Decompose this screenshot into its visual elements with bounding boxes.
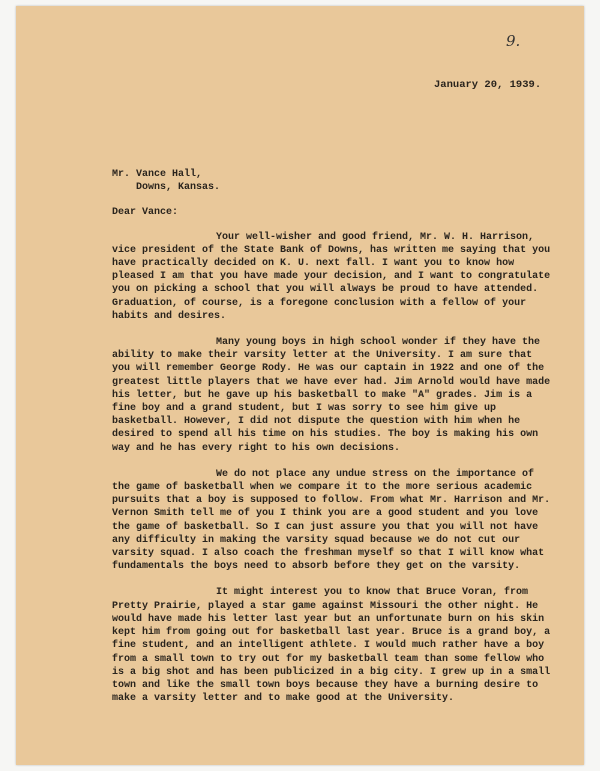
letter-body (112, 231, 552, 706)
handwritten-page-number: 9. (506, 32, 521, 50)
paragraph: Many young boys in high school wonder if they have the ability to make their varsity letter at the University. I am sure that you will remember George Rody. He was our captain in 1922 and one of the greatest little players that we have ever had. Jim Arnold would have made his letter, but he gave up his basketball to make "A" grades. Jim is a fine boy and a grand student, but I was sorry to see him give up basketball. However, I did not dispute the question with him when he desired to spend all his time on his studies. The boy is making his own way and he has every right to his own decisions. (112, 337, 551, 454)
paragraph: We do not place any undue stress on the importance of the game of basketball when we compare it to the more serious academic pursuits that a boy is supposed to follow. From what Mr. Harrison and Mr. Vernon Smith tell me of you I think you are a good student and you love the game of basketball. So I can just assure you that you will not have any difficulty in making the varsity squad because we do not cut our varsity squad. I also coach the freshman myself so that I will know what fundamentals the boys need to absorb before they get on the varsity. (112, 468, 551, 573)
letter-content (112, 168, 552, 718)
letter-page (16, 6, 584, 765)
paragraph: It might interest you to know that Bruce Voran, from Pretty Prairie, played a star game against Missouri the other night. He would have made his letter last year but an unfortunate burn on his skin kept him from going out for basketball last year. Bruce is a grand boy, a fine student, and an intelligent athlete. I would much rather have a boy from a small town to try out for my basketball team than some fellow who is a big shot and has been publicized in a big city. I grew up in a small town and like the small town boys because they have a burning desire to make a varsity letter and to make good at the University. (112, 587, 551, 705)
recipient-address (112, 168, 552, 194)
paragraph: Your well-wisher and good friend, Mr. W. H. Harrison, vice president of the State Bank of Downs, has written me saying that you have practically decided on K. U. next fall. I want you to know how pleased I am that you have made your decision, and I want to congratulate you on picking a school that you will always be proud to have attended. Graduation, of course, is a foregone conclusion with a fellow of your habits and desires. (112, 231, 551, 322)
salutation: Dear Vance: (112, 207, 179, 219)
recipient-location: Downs, Kansas. (136, 182, 221, 194)
recipient-name: Mr. Vance Hall, (112, 169, 203, 180)
letter-date: January 20, 1939. (434, 79, 542, 91)
